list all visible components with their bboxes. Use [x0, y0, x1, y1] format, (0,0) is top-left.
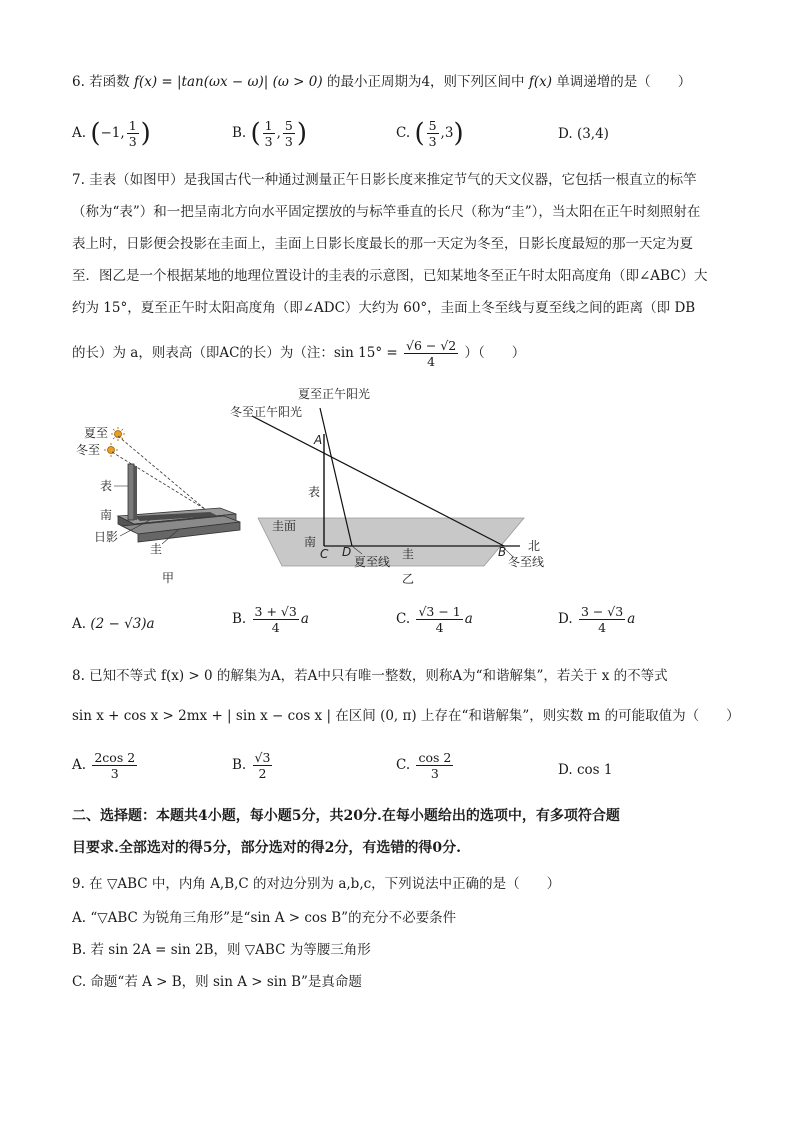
fraction: $\frac{1}{3}$ [128, 118, 137, 149]
option-tail: a [627, 611, 636, 627]
q9-option-b[interactable]: B. 若 sin 2A = sin 2B，则 ▽ABC 为等腰三角形 [72, 942, 371, 958]
label-biao-yi: 表 [308, 485, 321, 499]
option-letter: A. [72, 125, 87, 141]
q8-option-d[interactable] [558, 760, 612, 780]
label-south: 南 [100, 508, 113, 522]
paren: ( [250, 118, 261, 149]
label-summer-light: 夏至正午阳光 [298, 387, 371, 401]
q7-option-d[interactable] [558, 604, 635, 635]
q7-line-2: （称为“表”）和一把呈南北方向水平固定摆放的与标竿垂直的长尺（称为“圭”），当太阳在正午时刻照射在 [72, 204, 701, 220]
paren: ( [414, 118, 425, 149]
option-text: −1, [100, 125, 125, 141]
label-winter-light: 冬至正午阳光 [230, 405, 303, 419]
q6-option-d[interactable] [558, 124, 609, 144]
paren: ) [140, 118, 151, 149]
option-letter: A. [72, 616, 87, 632]
fraction: $\frac{3 - √3}{4}$ [580, 604, 624, 635]
q6-fx: f(x) [528, 74, 552, 90]
sun-icon [111, 427, 125, 441]
caption-jia: 甲 [162, 571, 175, 585]
point-a: A [314, 433, 323, 447]
gui-surface [258, 518, 524, 566]
paren: ) [296, 118, 308, 149]
fraction: $\frac{5}{3}$ [284, 118, 293, 149]
label-biao: 表 [100, 479, 113, 493]
fraction: $\frac{\cos 2}{3}$ [418, 750, 452, 781]
option-letter: D. [558, 611, 573, 627]
figure-yi [224, 384, 564, 592]
q6-function: f(x) = |tan(ωx − ω)| (ω > 0) [133, 74, 323, 90]
option-tail: a [300, 611, 309, 627]
q7-line-5: 约为 15°，夏至正午时太阳高度角（即∠ADC）大约为 60°，圭面上冬至线与夏至线之间的距离（即 DB [72, 300, 696, 316]
q8-option-a[interactable] [72, 750, 139, 781]
label-gui-yi: 圭 [402, 547, 415, 561]
q7-line-3: 表上时，日影便会投影在圭面上，圭面上日影长度最长的那一天定为冬至，日影长度最短的那一天定为夏 [72, 236, 693, 252]
point-b: B [498, 545, 507, 559]
option-text: cos 1 [576, 762, 613, 778]
option-letter: D. [558, 126, 573, 142]
q7-option-b[interactable] [232, 604, 309, 635]
q9-stem: 9. 在 ▽ABC 中，内角 A,B,C 的对边分别为 a,b,c，下列说法中正确的是（ ） [72, 876, 561, 892]
option-letter: B. [232, 757, 247, 773]
q6-option-b[interactable]: B. ( $\frac{1}{3}$ , $\frac{5}{3}$ ) [232, 118, 308, 149]
q7-line-6 [72, 338, 525, 369]
fraction: $\frac{2\cos 2}{3}$ [94, 750, 136, 781]
q6-suffix: 的最小正周期为4，则下列区间中 [326, 74, 525, 90]
option-letter: D. [558, 762, 573, 778]
point-c: C [320, 547, 329, 561]
sun-icon [104, 443, 118, 457]
label-shadow: 日影 [94, 530, 119, 544]
option-letter: C. [396, 757, 411, 773]
q9-option-c[interactable]: C. 命题“若 A > B，则 sin A > sin B”是真命题 [72, 974, 362, 990]
option-letter: B. [232, 125, 247, 141]
q8-line-1: 8. 已知不等式 f(x) > 0 的解集为A，若A中只有唯一整数，则称A为“和谐解集”，若关于 x 的不等式 [72, 668, 668, 684]
fraction: $\frac{5}{3}$ [428, 118, 437, 149]
option-text: (3,4) [576, 126, 609, 142]
q9-option-a[interactable]: A. “▽ABC 为锐角三角形”是“sin A > cos B”的充分不必要条件 [72, 910, 457, 926]
option-text: (2 − √3)a [90, 616, 155, 632]
label-summer: 夏至 [84, 426, 109, 440]
option-letter: C. [396, 611, 411, 627]
label-north: 北 [528, 539, 541, 553]
fraction: $\frac{1}{3}$ [264, 118, 273, 149]
option-letter: A. [72, 757, 87, 773]
caption-yi: 乙 [402, 572, 415, 586]
q7-last-suffix: ）（ ） [464, 345, 526, 361]
label-gui: 圭 [150, 542, 163, 556]
q8-option-b[interactable] [232, 750, 274, 781]
point-d: D [342, 545, 352, 559]
label-winter: 冬至 [76, 443, 101, 457]
q7-line-1: 7. 圭表（如图甲）是我国古代一种通过测量正午日影长度来推定节气的天文仪器，它包括一根直立的标竿 [72, 172, 697, 188]
q7-option-a[interactable] [72, 614, 155, 634]
option-tail: a [464, 611, 473, 627]
section2-heading-line-2: 目要求.全部选对的得5分，部分选对的得2分，有选错的得0分. [72, 840, 461, 856]
option-text: ,3 [440, 125, 454, 141]
q6-stem [72, 72, 691, 92]
q6-option-c[interactable] [396, 118, 464, 149]
q6-option-a[interactable] [72, 118, 151, 149]
q8-line-2: sin x + cos x > 2mx + | sin x − cos x | 在区间 (0, π) 上存在“和谐解集”，则实数 m 的可能取值为（ ） [72, 708, 740, 724]
q7-option-c[interactable] [396, 604, 473, 635]
q7-last-prefix: 的长）为 a，则表高（即AC的长）为（注：sin 15° = [72, 345, 398, 361]
q7-line-4: 至．图乙是一个根据某地的地理位置设计的圭表的示意图，已知某地冬至正午时太阳高度角（即∠ABC）大 [72, 268, 708, 284]
fraction: $\frac{3 + √3}{4}$ [254, 604, 297, 635]
section2-heading-line-1: 二、选择题：本题共4小题，每小题5分，共20分.在每小题给出的选项中，有多项符合题 [72, 808, 620, 824]
fraction: $\frac{√3}{2}$ [254, 750, 271, 781]
paren: ) [453, 118, 464, 149]
label-summer-line: 夏至线 [354, 555, 391, 569]
figure-jia [70, 420, 250, 590]
sin15-fraction: $\frac{√6 - √2}{4}$ [405, 338, 457, 369]
label-south-yi: 南 [304, 535, 317, 549]
label-guimian: 圭面 [272, 519, 297, 533]
q6-suffix2: 单调递增的是（ ） [556, 74, 692, 90]
q6-prefix: 6. 若函数 [72, 74, 130, 90]
fraction: $\frac{√3 - 1}{4}$ [418, 604, 461, 635]
label-winter-line: 冬至线 [508, 555, 545, 569]
option-letter: C. [396, 125, 411, 141]
option-letter: B. [232, 611, 247, 627]
q8-option-c[interactable] [396, 750, 455, 781]
paren: ( [90, 118, 101, 149]
